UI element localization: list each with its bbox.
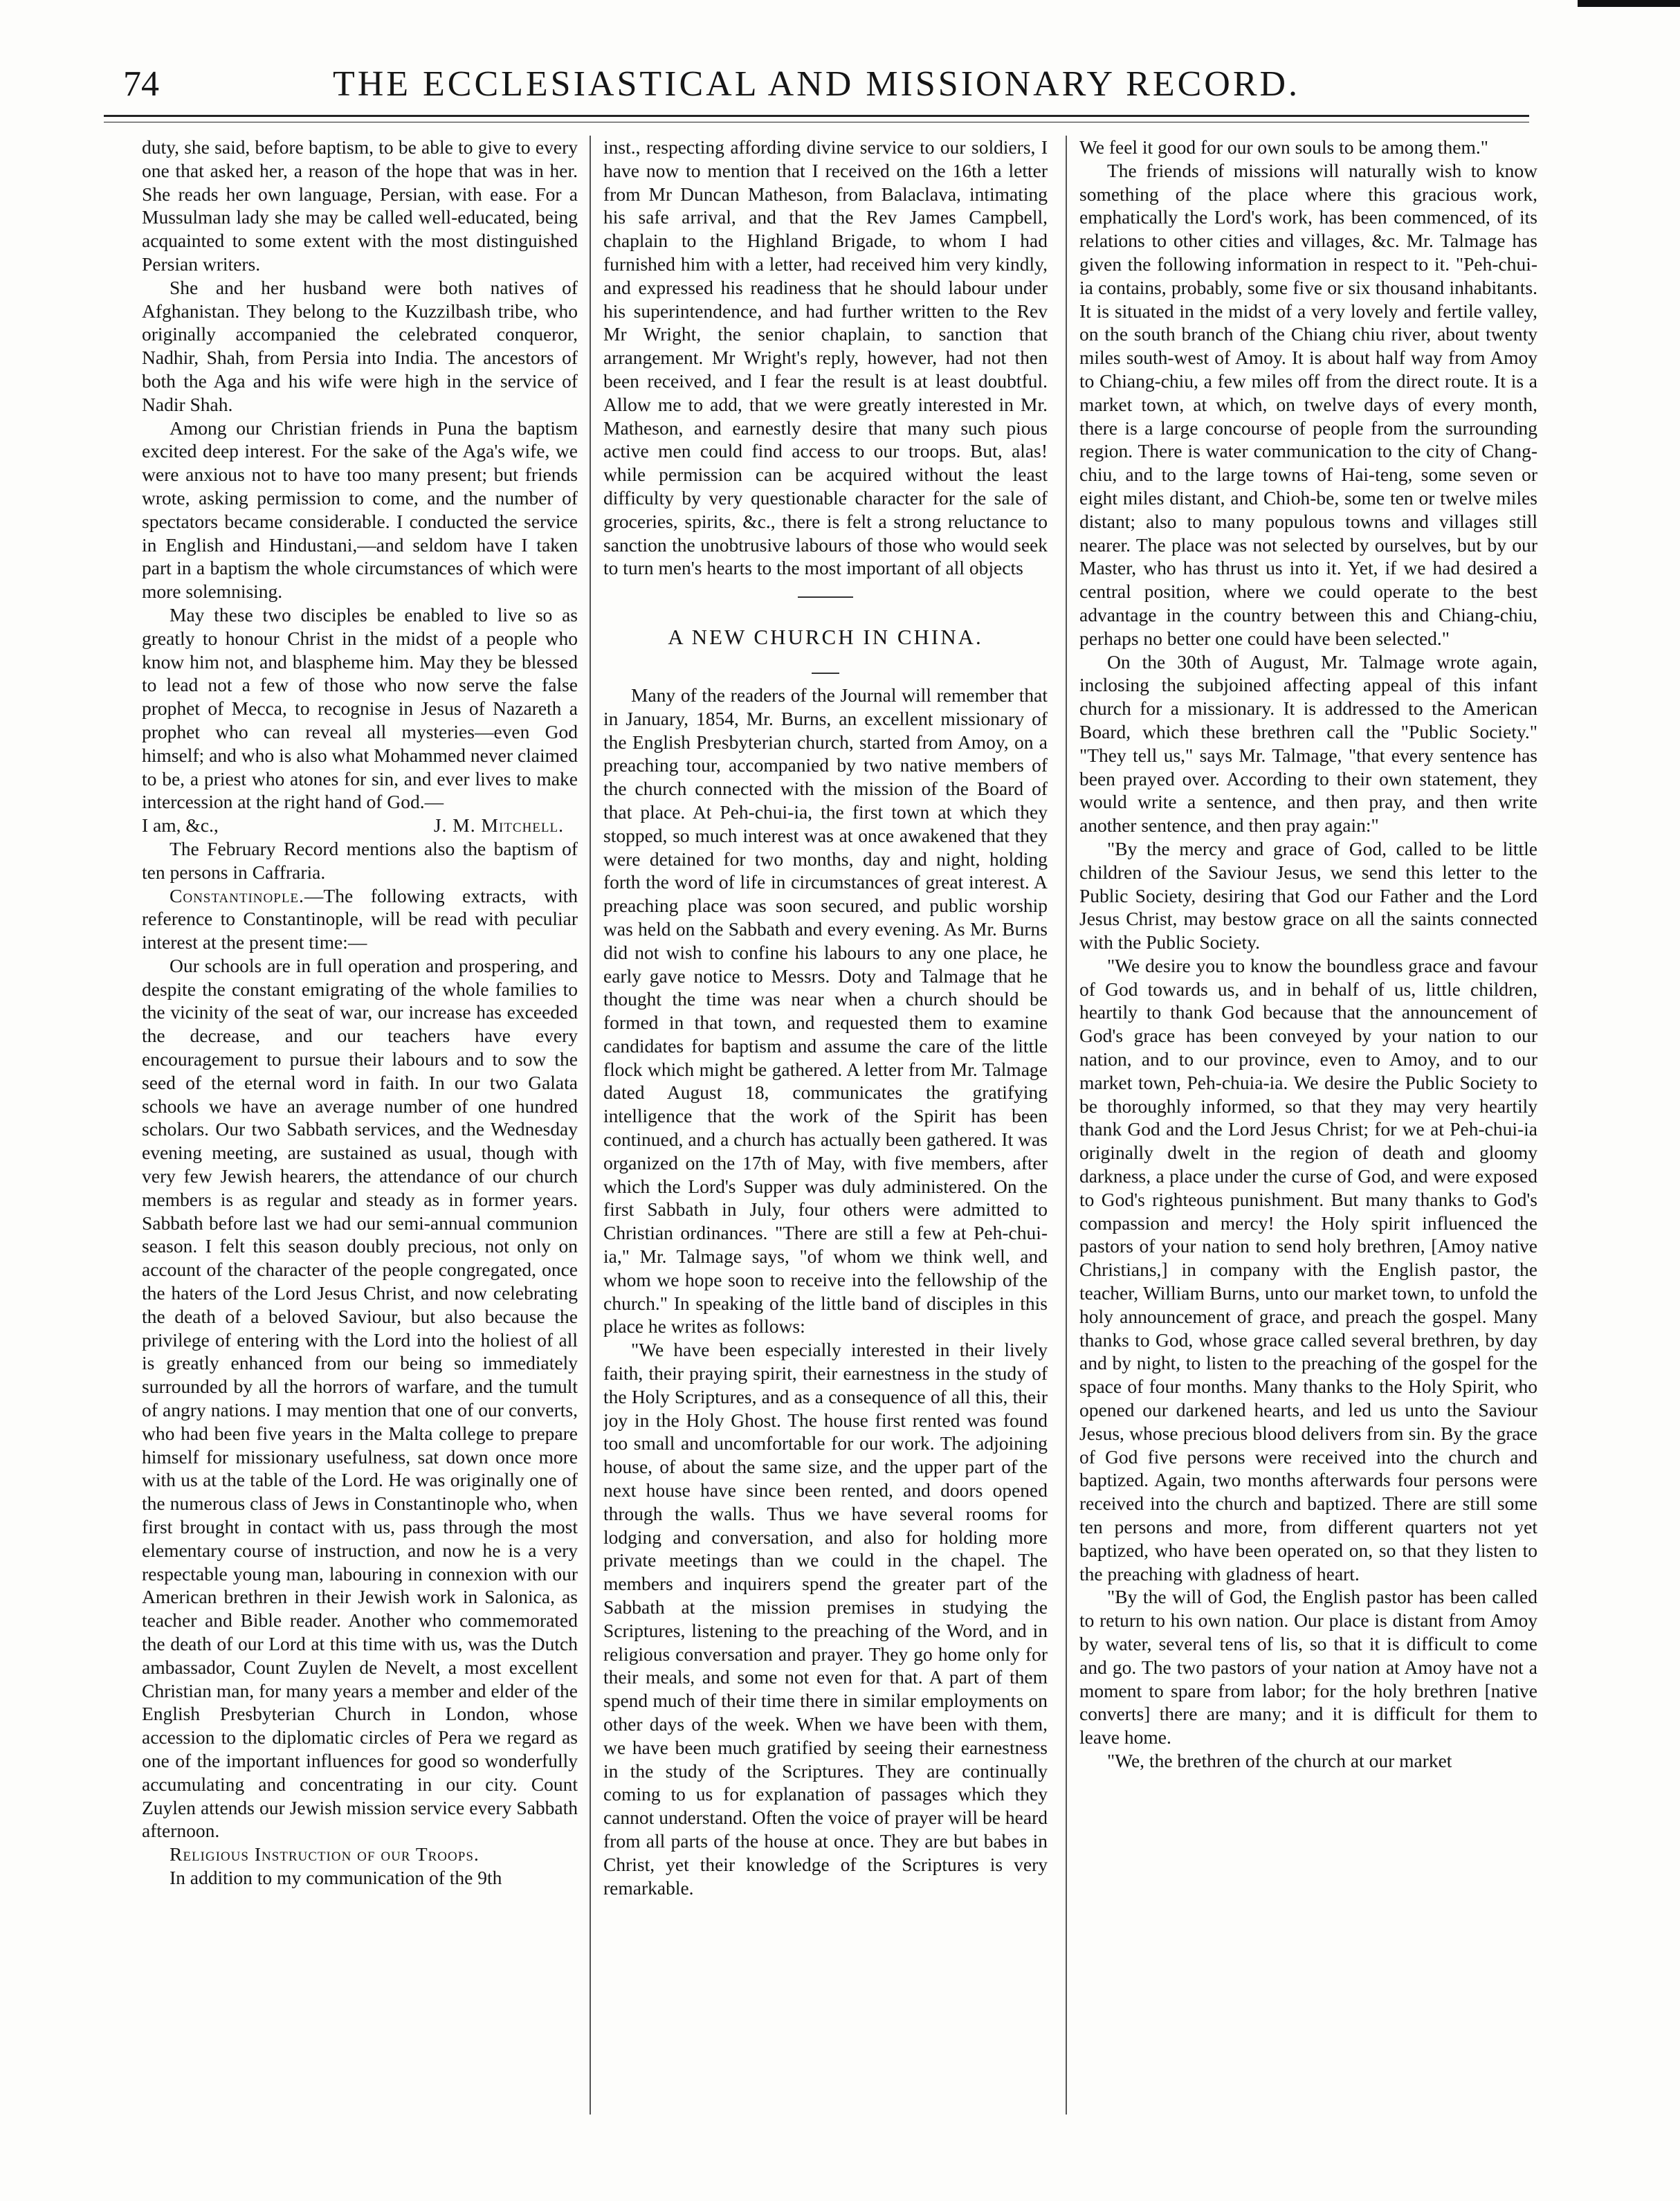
paragraph (142, 884, 578, 954)
column-divider (590, 136, 591, 2115)
paragraph: The February Record mentions also the baptism of ten persons in Caffraria. (142, 837, 578, 883)
heading-rule (812, 673, 839, 674)
header-rule (104, 115, 1529, 117)
paragraph: She and her husband were both natives of Afghanistan. They belong to the Kuzzilbash tribe, who originally accompanied the celebrated conqueror, Nadhir, Shah, from Persia into India. The ancestors of both the Aga and his wife were high in the service of Nadir Shah. (142, 276, 578, 415)
section-heading: A NEW CHURCH IN CHINA. (668, 625, 983, 650)
paragraph: The friends of missions will naturally wish to know something of the place where this gracious work, emphatically the Lord's work, has been commenced, of its relations to other cities and villages, &c. Mr. Talmage has given the following information in respect to it. "Peh-chui-ia contains, probably, some five or six thousand inhabitants. It is situated in the midst of a very lovely and fertile valley, on the south branch of the Chiang chiu river, about twenty miles south-west of Amoy. It is about half way from Amoy to Chiang-chiu, a few miles off from the direct route. It is a market town, at which, on twelve days of every month, there is a large concourse of people from the surrounding region. There is water communication to the city of Chang-chiu, and to the large towns of Hai-teng, some seven or eight miles distant, and Chioh-be, some ten or twelve miles distant; also to many populous towns and villages still nearer. The place was not selected by ourselves, but by our Master, who has thrust us into it. Yet, if we had desired a central position, where we could operate to the best advantage in the country between this and Chiang-chiu, perhaps no better one could have been selected." (1079, 159, 1537, 649)
paragraph: Our schools are in full operation and prospering, and despite the constant emigrating of the whole families to the vicinity of the seat of war, our increase has exceeded the decrease, and our teachers have every encouragement to pursue their labours and to sow the seed of the eternal word in faith. In our two Galata schools we have an average number of one hundred scholars. Our two Sabbath services, and the Wednesday evening meeting, are sustained as usual, though with very few Jewish hearers, the attendance of our church members is as regular and steady as in former years. Sabbath before last we had our semi-annual communion season. I felt this season doubly precious, not only on account of the character of the people congregated, once the haters of the Lord Jesus Christ, and now celebrating the death of a beloved Saviour, but also because the privilege of entering with the Lord into the holiest of all is greatly enhanced from our being so immediately surrounded by all the horrors of warfare, and the tumult of angry nations. I may mention that one of our converts, who had been five years in the Malta college to prepare himself for missionary usefulness, sat down once more with us at the table of the Lord. He was originally one of the numerous class of Jews in Constantinople who, when first brought in contact with us, pass through the most elementary course of instruction, and now he is a very respectable young man, labouring in connexion with our American brethren in their Jewish work in Salonica, as teacher and Bible reader. Another who commemorated the death of our Lord at this time with us, was the Dutch ambassador, Count Zuylen de Nevelt, a most excellent Christian man, for many years a member and elder of the English Presbyterian Church in London, whose accession to the diplomatic circles of Pera we regard as one of the important influences for good so wonderfully accumulating and concentrating in our city. Count Zuylen attends our Jewish mission service every Sabbath afternoon. (142, 954, 578, 1842)
closing: I am, &c., (142, 814, 219, 837)
paragraph: "By the will of God, the English pastor has been called to return to his own nation. Our place is distant from Amoy by water, several tens of lis, so that it is difficult to come and go. The two pastors of your nation at Amoy have not a moment to spare from labor; for the holy brethren [native converts] there are many; and it is difficult for them to leave home. (1079, 1586, 1537, 1748)
paragraph: duty, she said, before baptism, to be able to give to every one that asked her, a reason of the hope that was in her. She reads her own language, Persian, with ease. For a Mussulman lady she may be called well-educated, being acquainted to some extent with the most distinguished Persian writers. (142, 136, 578, 275)
paragraph: Many of the readers of the Journal will remember that in January, 1854, Mr. Burns, an excellent missionary of the English Presbyterian church, started from Amoy, on a preaching tour, accompanied by two native members of the church connected with the mission of the Board of that place. At Peh-chui-ia, the first town at which they stopped, so much interest was at once awakened that they were detained for two months, day and night, holding forth the word of life in circumstances of great interest. A preaching place was soon secured, and public worship was held on the Sabbath and every evening. As Mr. Burns did not wish to confine his labours to any one place, he early gave notice to Messrs. Doty and Talmage that he thought the time was near when a church should be formed in that town, and requested them to examine candidates for baptism and assume the care of the little flock which might be gathered. A letter from Mr. Talmage dated August 18, communicates the gratifying intelligence that the work of the Spirit has been continued, and a church has actually been gathered. It was organized on the 17th of May, with five members, after which the Lord's Supper was duly administered. On the first Sabbath in July, four others were admitted to Christian ordinances. "There are still a few at Peh-chui-ia," Mr. Talmage says, "of whom we think well, and whom we hope soon to receive into the fellowship of the church." In speaking of the little band of disciples in this place he writes as follows: (603, 684, 1048, 1337)
run-in-heading: Constantinople. (170, 884, 304, 906)
column-middle (603, 136, 1048, 2128)
page-number: 74 (123, 64, 159, 104)
column-left (142, 136, 578, 2128)
column-divider (1066, 136, 1067, 2115)
section-rule (798, 596, 853, 598)
paragraph: inst., respecting affording divine service to our soldiers, I have now to mention that I received on the 16th a letter from Mr Duncan Matheson, from Balaclava, intimating his safe arrival, and that the Rev James Campbell, chaplain to the Highland Brigade, to whom I had furnished him with a letter, had received him very kindly, and expressed his readiness that he should labour under his superintendence, and had further written to the Rev Mr Wright, the senior chaplain, to sanction that arrangement. Mr Wright's reply, however, had not then been received, and I fear the result is at least doubtful. Allow me to add, that we were greatly interested in Mr. Matheson, and earnestly desire that many such pious active men could find access to our troops. But, alas! while permission can be acquired without the least difficulty by very questionable character for the sale of groceries, spirits, &c., there is felt a strong reluctance to sanction the unobtrusive labours of those who would seek to turn men's hearts to the most important of all objects (603, 136, 1048, 579)
paragraph: We feel it good for our own souls to be among them." (1079, 136, 1488, 158)
paragraph-text: —The following extracts, with reference to Constantinople, will be read with peculiar interest at the present time:— (142, 884, 578, 953)
paragraph: "We have been especially interested in their lively faith, their praying spirit, their earnestness in the study of the Holy Scriptures, and as a consequence of all this, their joy in the Holy Ghost. The house first rented was found too small and uncomfortable for our work. The adjoining house, of about the same size, and the upper part of the next house have since been rented, and doors opened through the walls. Thus we have several rooms for lodging and conversation, and also for holding more private meetings than we could in the chapel. The members and inquirers spend the greater part of the Sabbath at the mission premises in studying the Scriptures, listening to the preaching of the Word, and in religious conversation and prayer. They go home only for their meals, and some not even for that. A part of them spend much of their time there in similar employments on other days of the week. When we have been with them, we have been much gratified by seeing their earnestness in the study of the Scriptures. They are continually coming to us for explanation of passages which they cannot understand. Often the voice of prayer will be heard from all parts of the house at once. They are but babes in Christ, yet their knowledge of the Scriptures is very remarkable. (603, 1339, 1048, 1899)
paragraph: "By the mercy and grace of God, called to be little children of the Saviour Jesus, we send this letter to the Public Society, desiring that God our Father and the Lord Jesus Christ, may bestow grace on all the saints connected with the Public Society. (1079, 837, 1537, 953)
page-header (104, 64, 1529, 112)
paragraph: May these two disciples be enabled to live so as greatly to honour Christ in the midst of a people who know him not, and blaspheme him. May they be blessed to lead not a few of those who now serve the false prophet of Mecca, to recognise in Jesus of Nazareth a prophet who can reveal all mysteries—even God himself; and who is also what Mohammed never claimed to be, a priest who atones for sin, and ever lives to make intercession at the right hand of God.— (142, 603, 578, 813)
paragraph: Among our Christian friends in Puna the baptism excited deep interest. For the sake of the Aga's wife, we were anxious not to have too many present; but friends wrote, asking permission to come, and the number of spectators became considerable. I conducted the service in English and Hindustani,—and seldom have I taken part in a baptism the whole circumstances of which were more solemnising. (142, 417, 578, 603)
subheading: Religious Instruction of our Troops. (170, 1843, 480, 1865)
paragraph: In addition to my communication of the 9th (170, 1866, 502, 1888)
signature: J. M. Mitchell. (433, 814, 564, 837)
running-title: THE ECCLESIASTICAL AND MISSIONARY RECORD. (332, 64, 1301, 104)
paragraph: "We desire you to know the boundless grace and favour of God towards us, and in behalf of us, little children, heartily to thank God because that the announcement of God's grace has been conveyed by your nation to our nation, and to our province, even to Amoy, and to our market town, Peh-chuia-ia. We desire the Public Society to be thoroughly informed, so that they may very heartily thank God and the Lord Jesus Christ; for we at Peh-chui-ia originally dwelt in the region of death and gloomy darkness, a place under the curse of God, and were exposed to God's righteous punishment. But many thanks to God's compassion and mercy! the Holy spirit influenced the pastors of your nation to send holy brethren, [Amoy native Christians,] in company with the English pastor, the teacher, William Burns, unto our market town, to unfold the holy announcement of grace, and preach the gospel. Many thanks to God, whose grace called several brethren, by day and by night, to listen to the preaching of the gospel for the space of four months. Many thanks to the Holy Spirit, who opened our darkened hearts, and led us unto the Saviour Jesus, whose precious blood delivers from sin. By the grace of God five persons were received into the church and baptized. Again, two months afterwards four persons were received into the church and baptized. There are still some ten persons and more, from different quarters not yet baptized, who have been operated on, so that they listen to the preaching with gladness of heart. (1079, 954, 1537, 1584)
paragraph: "We, the brethren of the church at our market (1107, 1749, 1452, 1771)
column-right (1079, 136, 1537, 2128)
paragraph: On the 30th of August, Mr. Talmage wrote again, inclosing the subjoined affecting appeal of this infant church for a missionary. It is addressed to the American Board, which these brethren call the "Public Society." "They tell us," says Mr. Talmage, "that every sentence has been prayed over. According to their own statement, they would write a sentence, and then pray, and then write another sentence, and then pray again:" (1079, 650, 1537, 837)
signature-line (142, 814, 578, 837)
top-edge-bar (1578, 0, 1680, 7)
